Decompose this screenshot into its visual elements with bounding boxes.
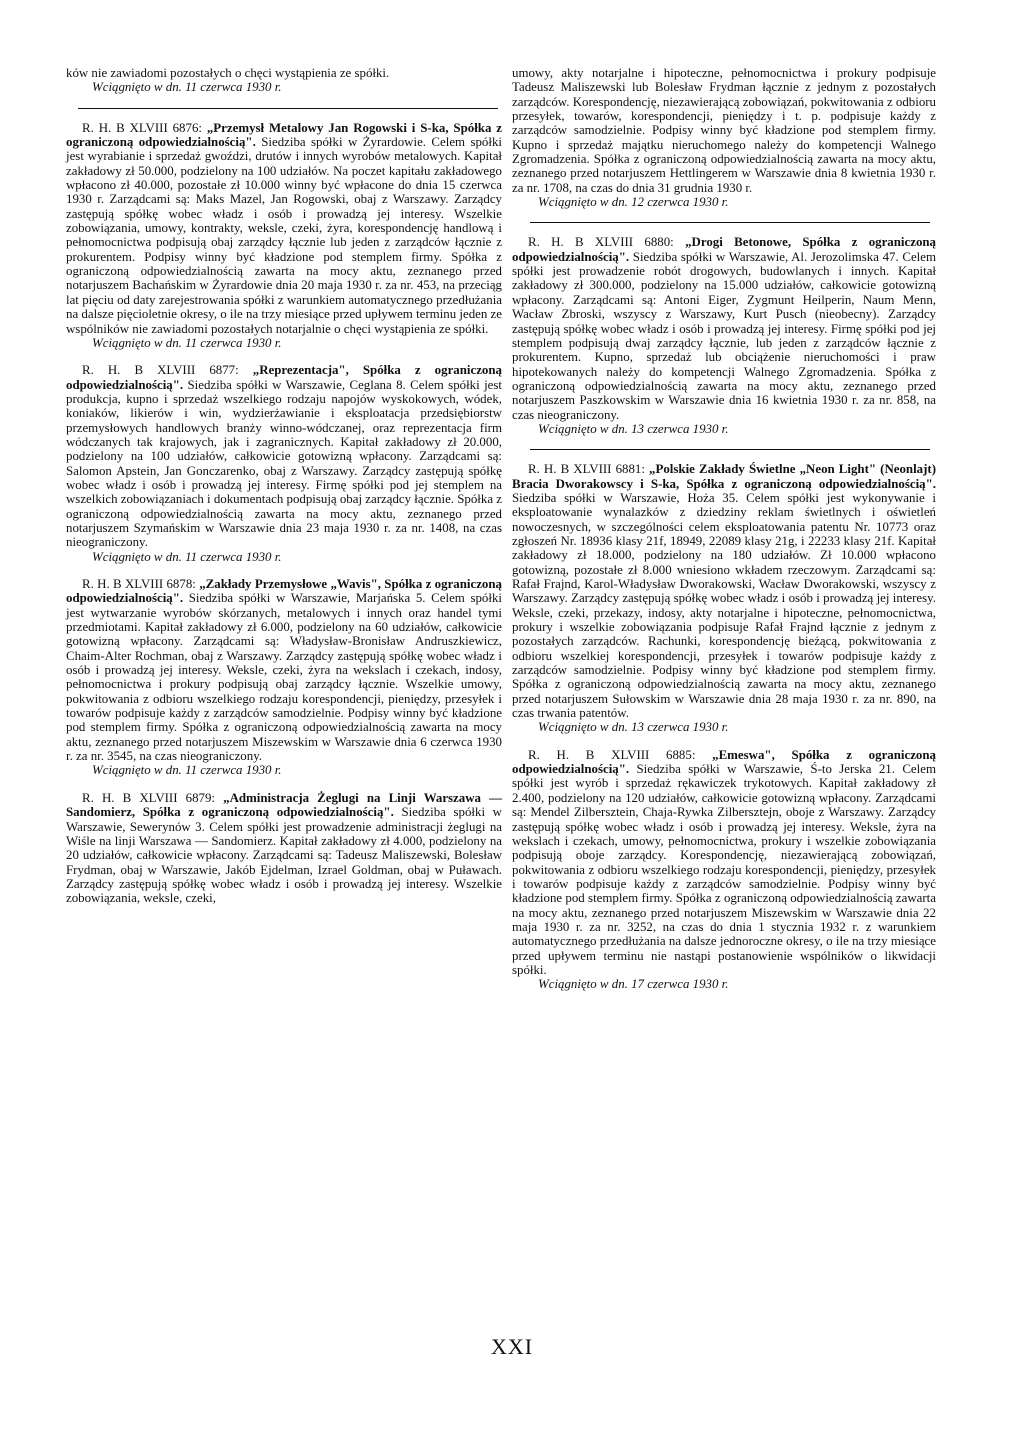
register-number: R. H. B XLVIII 6881: [528, 462, 645, 477]
separator-rule [530, 449, 930, 450]
register-number: R. H. B XLVIII 6880: [528, 235, 674, 250]
page-number: XXI [490, 1334, 534, 1359]
entry-date: Wciągnięto w dn. 11 czerwca 1930 r. [92, 549, 282, 564]
firm-name: „Drogi Betonowe, Spółka z ograniczoną odpowiedzialnością". [512, 235, 937, 264]
entry-date: Wciągnięto w dn. 13 czerwca 1930 r. [538, 421, 729, 436]
firm-name: „Emeswa", Spółka z ograniczoną odpowiedzialnością". [512, 747, 936, 777]
continued-text: umowy, akty notarjalne i hipoteczne, pełnomocnictwa i prokury podpisuje Tadeusz Maliszewski lub Bolesław Frydman łącznie z jednym z pozostałych zarządców. Korespondencję, niezawierającą zobowiązań, pokwitowania z odbioru przesyłek, towarów, korespondencji, pieniędzy i t. p. podpisuje każdy z zarządców samodzielnie. Podpisy winny być kładzione pod stemplem firmy. Kupno i sprzedaż majątku nieruchomego należy do kompetencji Walnego Zgromadzenia. Spółka z ograniczoną odpowiedzialnością zawarta na mocy aktu, zeznanego przed notarjuszem Hettlingerem w Warszawie dnia 8 kwietnia 1930 r. za nr. 1708, na czas do dnia 31 grudnia 1930 r. [512, 66, 936, 195]
register-number: R. H. B XLVIII 6885: [528, 747, 696, 762]
entry-text [66, 577, 502, 763]
firm-name: „Polskie Zakłady Świetlne „Neon Light" (Neonlajt) Bracia Dworakowscy i S-ka, Spółka z ograniczoną odpowiedzialnością". [512, 462, 936, 491]
continued-text: ków nie zawiadomi pozostałych o chęci wystąpienia ze spółki. [66, 66, 390, 80]
entry-date: Wciągnięto w dn. 17 czerwca 1930 r. [538, 977, 729, 992]
firm-name: „Zakłady Przemysłowe „Wavis", Spółka z ograniczoną odpowiedzialnością". [66, 577, 502, 606]
entry-date: Wciągnięto w dn. 13 czerwca 1930 r. [538, 720, 729, 735]
firm-name: „Reprezentacja", Spółka z ograniczoną odpowiedzialnością". [66, 363, 502, 392]
entry-date: Wciągnięto w dn. 12 czerwca 1930 r. [538, 195, 729, 210]
entry-body: Siedziba spółki w Warszawie, Ś-to Jerska 21. Celem spółki jest wyrób i sprzedaż rękawiczek trykotowych. Kapitał zakładowy zł 2.400, podzielony na 120 udziałów, całkowicie gotowizną wpłacony. Zarządcami są: Mendel Zilbersztein, Chaja-Rywka Zilbersztejn, oboje z Warszawy. Zarządcy zastępują spółkę wobec władz i osób i prowadzą jej interesy. Weksle, żyra na wekslach i czekach, umowy, pełnomocnictwa, prokury i wszelkie zobowiązania podpisują oboje zarządcy. Korespondencję, niezawierającą zobowiązań, pokwitowania z odbioru wszelkiego rodzaju korespondencji, pieniędzy, przesyłek i towarów podpisuje każdy z zarządców samodzielnie. Podpisy winny być kładzione pod stemplem firmy. Spółka z ograniczoną odpowiedzialnością zawarta na mocy aktu, zeznanego przed notarjuszem Miszewskim w Warszawie dnia 22 maja 1930 r. za nr. 3252, na czas do dnia 1 stycznia 1932 r. z warunkiem automatycznego przedłużania na dalsze jednoroczne okresy, o ile na trzy miesiące przed upływem terminu nie nastąpi postanowienie wspólników o likwidacji spółki. [512, 762, 936, 977]
entry-body: Siedziba spółki w Warszawie, Sewerynów 3. Celem spółki jest prowadzenie administracji żeglugi na Wiśle na linji Warszawa — Sandomierz. Kapitał zakładowy zł 4.000, podzielony na 20 udziałów, całkowicie wpłacony. Zarządcami są: Tadeusz Maliszewski, Bolesław Frydman, obaj w Warszawie, Jakób Ejdelman, Izrael Goldman, obaj w Puławach. Zarządcy zastępują spółkę wobec władz i osób i prowadzą jej interesy. Wszelkie zobowiązania, weksle, czeki, [66, 805, 502, 906]
entry-date: Wciągnięto w dn. 11 czerwca 1930 r. [92, 335, 282, 350]
register-entry [66, 363, 502, 564]
separator-rule [78, 108, 498, 109]
entry-body: Siedziba spółki w Warszawie, Hoża 35. Celem spółki jest wykonywanie i eksploatowanie wynalazków z dziedziny reklam świetlnych i oświetleń nowoczesnych, w szczególności celem eksploatowania patentu Nr. 10773 oraz zgłoszeń Nr. 18936 klasy 21f, 18949, 22089 klasy 21g, i 22233 klasy 21f. Kapitał zakładowy zł 18.000, podzielony na 180 udziałów. Zł 10.000 wpłacono gotowizną, pozostałe zł 8.000 wniesiono wkładem rzeczowym. Zarządcami są: Rafał Frajnd, Karol-Władysław Dworakowski, Wacław Dworakowski, wszyscy z Warszawy. Zarządcy zastępują spółkę wobec władz i osób i prowadzą jej interesy. Weksle, czeki, przekazy, indosy, akty notarjalne i hipoteczne, pełnomocnictwa, prokury i wszelkie zobowiązania podpisuje Rafał Frajnd łącznie z jednym z pozostałych zarządców. Rachunki, korespondencję bieżącą, pokwitowania z odbioru wszelkiej korespondencji, przesyłek i towarów podpisuje każdy z zarządców samodzielnie. Podpisy winny być kładzione pod stemplem firmy. Spółka z ograniczoną odpowiedzialnością zawarta na mocy aktu, zeznanego przed notarjuszem Sułowskim w Warszawie dnia 28 maja 1930 r. za nr. 890, na czas trwania patentów. [512, 490, 936, 721]
entry-text [512, 462, 936, 720]
entry-text [512, 748, 936, 978]
register-entry [66, 121, 502, 351]
left-column [66, 66, 502, 906]
entry-body: Siedziba spółki w Żyrardowie. Celem spółki jest wyrabianie i sprzedaż gwoździ, drutów i innych wyrobów metalowych. Kapitał zakładowy zł 50.000, podzielony na 100 udziałów. Na poczet kapitału zakładowego wpłacono zł 40.000, pozostałe zł 10.000 winny być wpłacone do dnia 15 czerwca 1930 r. Zarządcami są: Maks Mazel, Jan Rogowski, obaj z Warszawy. Zarządcy zastępują spółkę wobec władz i osób i prowadzą jej interesy. Wszelkie zobowiązania, umowy, kontrakty, weksle, czeki, żyra, korespondencję handlową i pełnomocnictwa podpisują obaj zarządcy łącznie lub jeden z zarządców łącznie z prokurentem. Podpisy winny być kładzione pod stemplem firmy. Spółka z ograniczoną odpowiedzialnością zawarta na mocy aktu, zeznanego przed notarjuszem Bachańskim w Żyrardowie dnia 20 maja 1930 r. za nr. 453, na przeciąg lat pięciu od daty zarejestrowania spółki z warunkiem automatycznego przedłużania na dalsze pięcioletnie okresy, o ile na trzy miesiące przed upływem terminu jeden ze wspólników nie zawiadomi pozostałych notarjalnie o chęci wystąpienia ze spółki. [66, 135, 502, 336]
entry-text [512, 235, 936, 421]
separator-rule [530, 222, 930, 223]
entry-body: Siedziba spółki w Warszawie, Ceglana 8. Celem spółki jest produkcja, kupno i sprzedaż wszelkiego rodzaju napojów wyskokowych, wódek, koniaków, likierów i win, wydzierżawianie i eksploatacja przedsiębiorstw przemysłowych handlowych branży winno-wódczanej, oraz reprezentacja firm wódczanych tak krajowych, jak i zagranicznych. Kapitał zakładowy zł 20.000, podzielony na 100 udziałów, całkowicie gotowizną wpłacony. Zarządcami są: Salomon Apstein, Jan Gonczarenko, obaj z Warszawy. Zarządcy zastępują spółkę wobec władz i osób i prowadzą jej interesy. Firmę spółki pod jej stemplem na wszelkich zobowiązaniach i dokumentach podpisują obaj zarządcy łącznie. Spółka z ograniczoną odpowiedzialnością zawarta na mocy aktu, zeznanego przed notarjuszem Szymańskim w Warszawie dnia 23 maja 1930 r. za nr. 1408, na czas nieograniczony. [66, 377, 502, 550]
register-entry [66, 577, 502, 778]
entry-gap [66, 350, 502, 363]
register-number: R. H. B XLVIII 6876: [82, 120, 202, 135]
entry-gap [66, 778, 502, 791]
firm-name: „Administracja Żeglugi na Linji Warszawa — Sandomierz, Spółka z ograniczoną odpowiedzialnością". [66, 790, 502, 820]
register-entry [512, 748, 936, 992]
register-number: R. H. B XLVIII 6878: [82, 577, 196, 591]
entry-body: Siedziba spółki w Warszawie, Marjańska 5. Celem spółki jest wytwarzanie wyrobów skórzanych, metalowych i innych oraz handel tymi przedmiotami. Kapitał zakładowy zł 6.000, podzielony na 60 udziałów, całkowicie gotowizną wpłacony. Zarządcami są: Władysław-Bronisław Andruszkiewicz, Chaim-Alter Rochman, obaj z Warszawy. Zarządcy zastępują spółkę wobec władz i osób i prowadzą jej interesy. Weksle, czeki, żyra na wekslach i czekach, indosy, pełnomocnictwa i prokury podpisują obaj zarządcy łącznie. Wszelkie umowy, pokwitowania z odbioru wszelkiego rodzaju korespondencji, pieniędzy, przesyłek i towarów podpisuje każdy z zarządców samodzielnie. Podpisy winny być kładzione pod stemplem firmy. Spółka z ograniczoną odpowiedzialnością zawarta na mocy aktu, zeznanego przed notarjuszem Miszewskim w Warszawie dnia 6 czerwca 1930 r. za nr. 3545, na czas nieograniczony. [66, 591, 502, 764]
entry-text [66, 791, 502, 906]
entry-gap [512, 735, 936, 748]
entry-gap [66, 564, 502, 577]
entry-date: Wciągnięto w dn. 11 czerwca 1930 r. [92, 80, 282, 95]
register-number: R. H. B XLVIII 6877: [82, 363, 239, 378]
firm-name: „Przemysł Metalowy Jan Rogowski i S-ka, Spółka z ograniczoną odpowiedzialnością". [66, 120, 502, 150]
entry-date: Wciągnięto w dn. 11 czerwca 1930 r. [92, 763, 282, 778]
entry-text [66, 363, 502, 549]
register-entry [512, 235, 936, 436]
register-entry [512, 462, 936, 735]
register-number: R. H. B XLVIII 6879: [82, 790, 215, 805]
entry-text [66, 121, 502, 336]
right-column [512, 66, 936, 992]
entry-body: Siedziba spółki w Warszawie, Al. Jerozolimska 47. Celem spółki jest prowadzenie robót drogowych, budowlanych i innych. Kapitał zakładowy zł 300.000, podzielony na 15.000 udziałów, całkowicie gotowizną wpłacony. Zarządcami są: Antoni Eiger, Zygmunt Heilperin, Naum Menn, Wacław Zbroski, wszyscy z Warszawy, Kurt Pusch (nieobecny). Zarządcy zastępują spółkę wobec władz i osób i prowadzą jej interesy. Firmę spółki pod jej stemplem podpisują dwaj zarządcy łącznie, lub jeden z zarządców łącznie z prokurentem. Kupno, sprzedaż lub obciążenie nieruchomości i praw hipotekowanych należy do kompetencji Walnego Zgromadzenia. Spółka z ograniczoną odpowiedzialnością zawarta na mocy aktu, zeznanego przed notarjuszem Paszkowskim w Warszawie dnia 16 kwietnia 1930 r. za nr. 858, na czas nieograniczony. [512, 249, 936, 422]
register-entry [66, 791, 502, 906]
